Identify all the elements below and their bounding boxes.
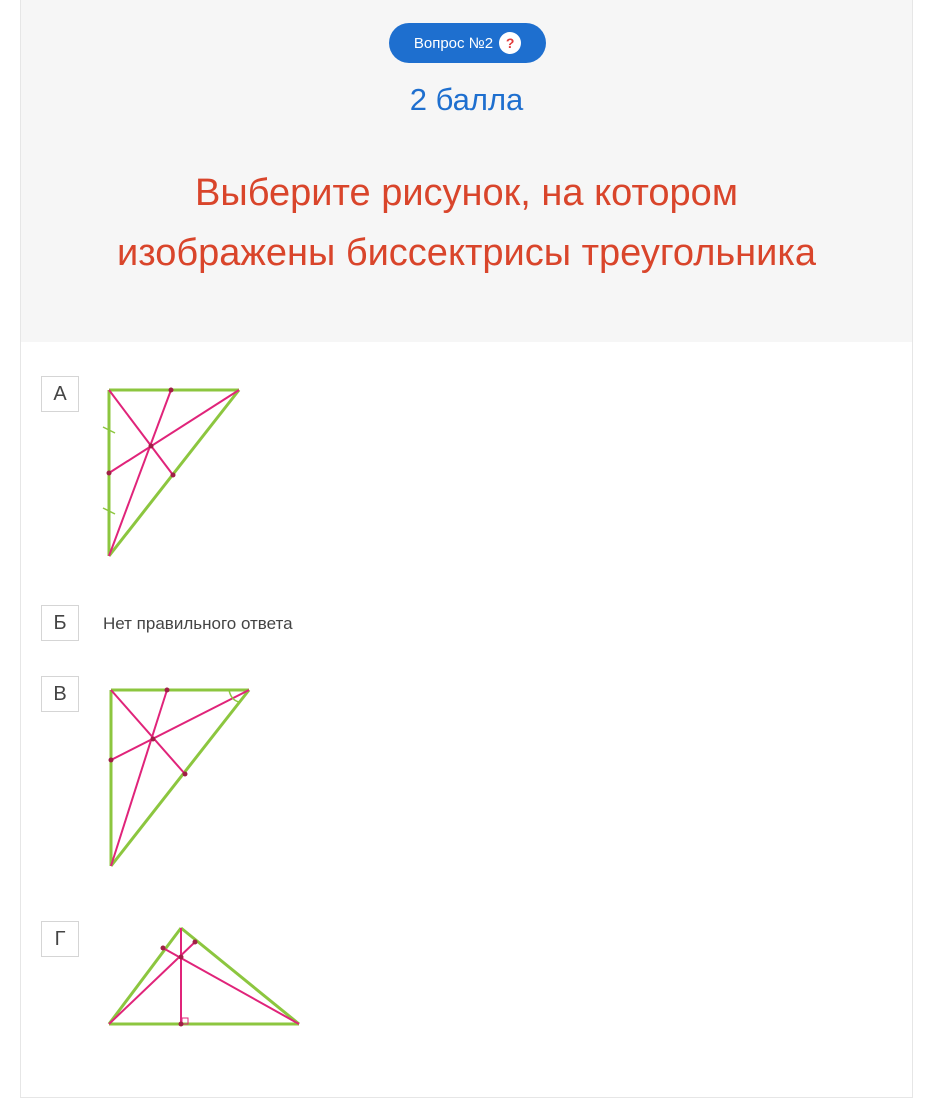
question-card	[20, 0, 913, 1098]
points-label: 2 балла	[409, 82, 524, 117]
question-text	[21, 163, 912, 283]
option-g-figure[interactable]	[97, 922, 307, 1032]
badge-label: Вопрос №2	[413, 34, 494, 52]
option-a-letter[interactable]: А	[41, 376, 79, 412]
option-v-figure[interactable]	[97, 682, 267, 872]
option-b-letter[interactable]: Б	[41, 605, 79, 641]
option-b-text[interactable]: Нет правильного ответа	[103, 614, 293, 633]
question-number-badge	[389, 23, 546, 63]
help-icon[interactable]: ?	[499, 32, 521, 54]
option-g-letter[interactable]: Г	[41, 921, 79, 957]
question-line-1: Выберите рисунок, на котором	[195, 172, 738, 214]
option-a-figure[interactable]	[97, 380, 257, 565]
question-header	[21, 0, 912, 342]
option-v-letter[interactable]: В	[41, 676, 79, 712]
question-line-2: изображены биссектрисы треугольника	[117, 232, 816, 274]
